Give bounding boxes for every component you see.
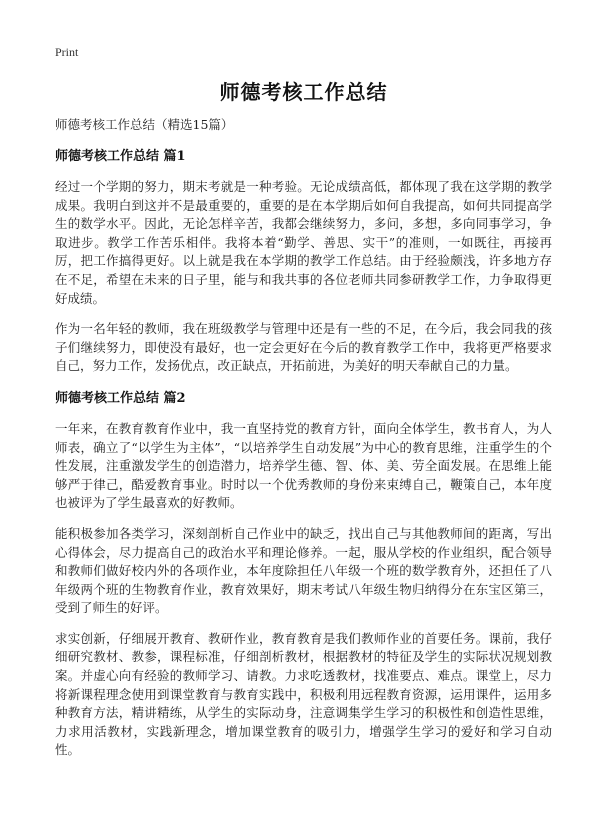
paragraph: 能积极参加各类学习，深刻剖析自己作业中的缺乏，找出自己与其他教师间的距离，写出心得体会，尽力提高自己的政治水平和理论修养。一起，服从学校的作业组织，配合领导和教师们做好校内外的各项作业，本年度除担任八年级一个班的数学教育外，还担任了八年级两个班的生物教育作业，教育效果好，期末考试八年级生物归纳得分在东宝区第三，受到了师生的好评。 (55, 525, 552, 616)
document-page (55, 44, 552, 760)
section-heading: 师德考核工作总结 篇1 (55, 149, 186, 164)
paragraph: 经过一个学期的努力，期末考就是一种考验。无论成绩高低，都体现了我在这学期的教学成果。我明白到这并不是最重要的，重要的是在本学期后如何自我提高，如何共同提高学生的数学水平。因此，无论怎样辛苦，我都会继续努力，多问，多想，多向同事学习，争取进步。教学工作苦乐相伴。我将本着“勤学、善思、实干”的准则，一如既往，再接再厉，把工作搞得更好。以上就是我在本学期的教学工作总结。由于经验颇浅，许多地方存在不足，希望在未来的日子里，能与和我共事的各位老师共同参研教学工作，力争取得更好成绩。 (55, 179, 552, 306)
section-2 (55, 390, 552, 760)
paragraph: 求实创新，仔细展开教育、教研作业，教育教育是我们教师作业的首要任务。课前，我仔细研究教材、教参，课程标准，仔细剖析教材，根据教材的特征及学生的实际状况规划教案。并虚心向有经验的教师学习、请教。力求吃透教材，找准要点、难点。课堂上，尽力将新课程理念使用到课堂教育与教育实践中，积极利用远程教育资源，运用课件，运用多种教育方法，精讲精练，从学生的实际动身，注意调集学生学习的积极性和创造性思维，力求用活教材，实践新理念，增加课堂教育的吸引力，增强学生学习的爱好和学习自动性。 (55, 630, 552, 758)
document-title: 师德考核工作总结 (219, 80, 388, 104)
section-1 (55, 148, 552, 376)
print-link[interactable]: Print (55, 45, 79, 59)
paragraph: 一年来，在教育教育作业中，我一直坚持党的教育方针，面向全体学生，教书育人，为人师表，确立了“以学生为主体”，“以培养学生自动发展”为中心的教育思维，注重学生的个性发展，注重激发学生的创造潜力，培养学生德、智、体、美、劳全面发展。在思维上能够严于律己，酷爱教育事业。时时以一个优秀教师的身份来束缚自己，鞭策自己，本年度也被评为了学生最喜欢的好教师。 (55, 420, 552, 511)
document-subtitle: 师德考核工作总结（精选15篇） (55, 117, 234, 132)
paragraph: 作为一名年轻的教师，我在班级教学与管理中还是有一些的不足，在今后，我会同我的孩子们继续努力，即使没有最好，也一定会更好在今后的教育教学工作中，我将更严格要求自己，努力工作，发扬优点，改正缺点，开拓前进，为美好的明天奉献自己的力量。 (55, 321, 552, 374)
section-heading: 师德考核工作总结 篇2 (55, 390, 186, 406)
